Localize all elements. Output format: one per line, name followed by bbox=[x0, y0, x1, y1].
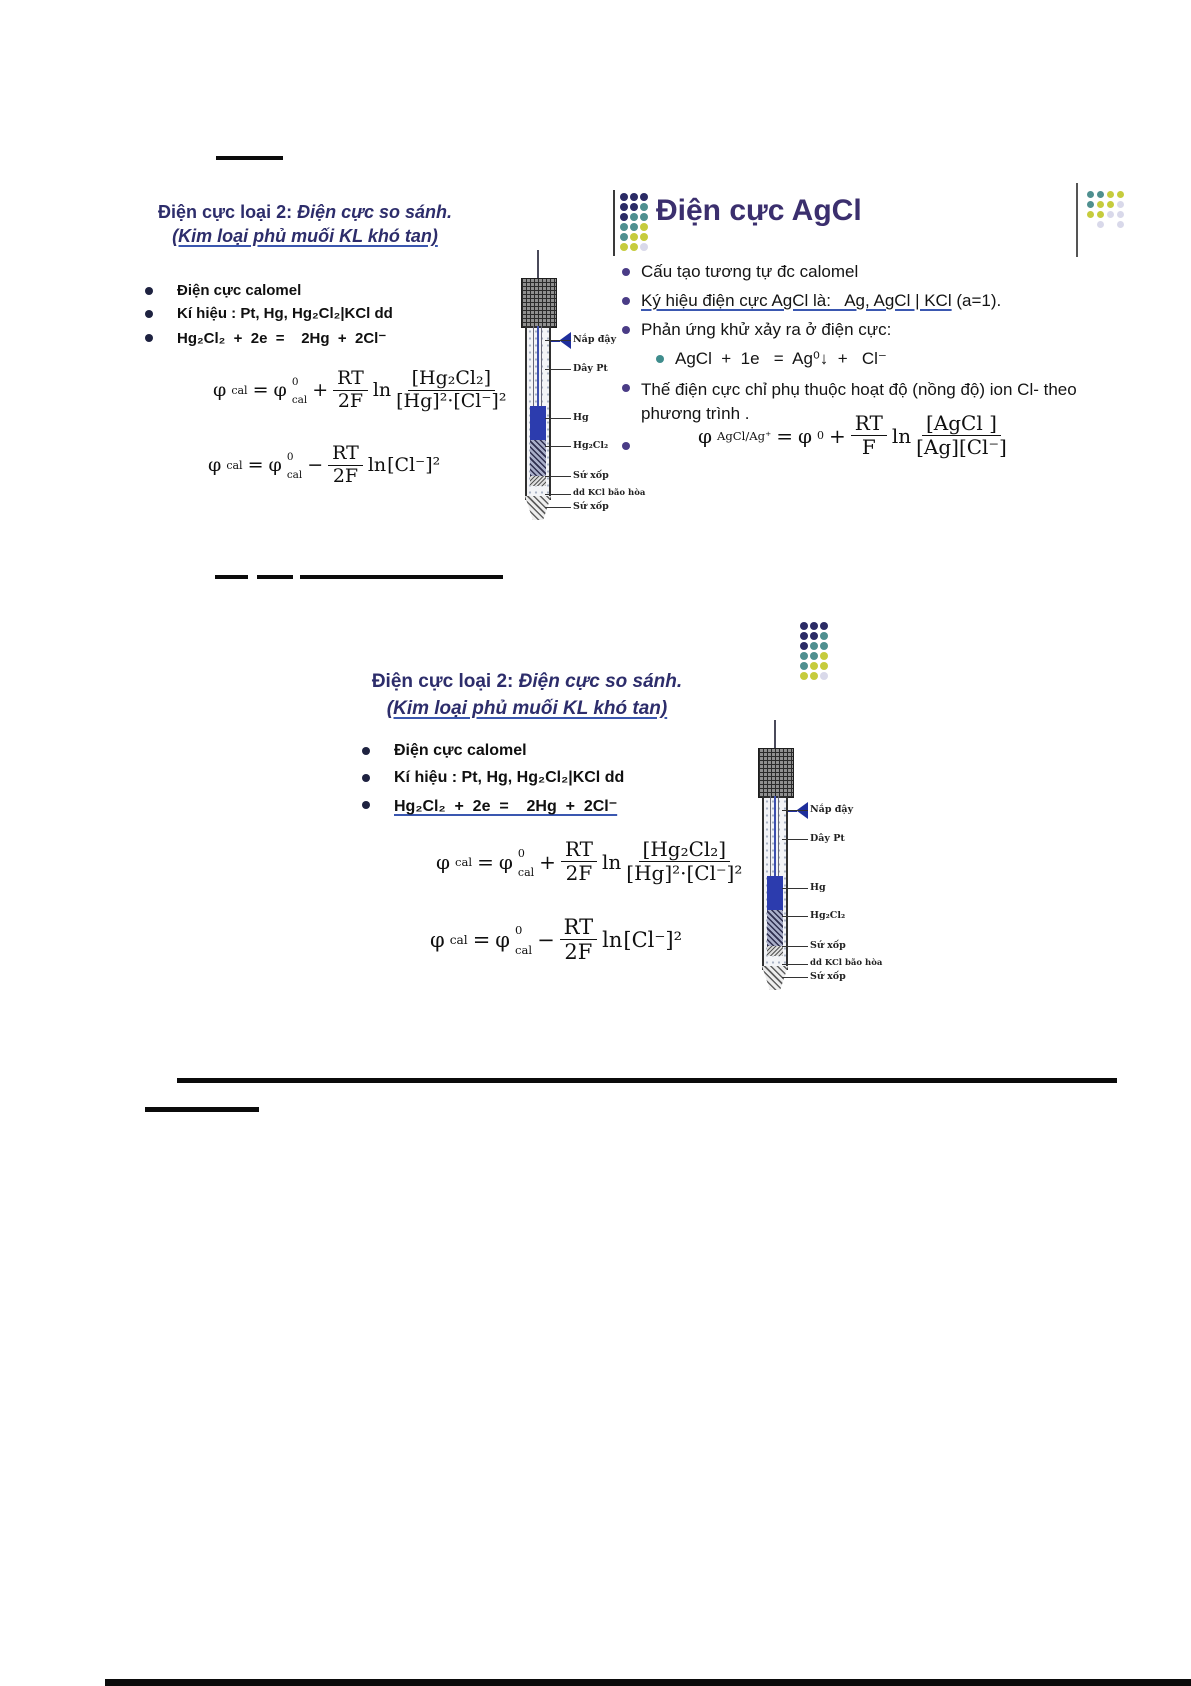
slide3-bullet1-text: Điện cực calomel bbox=[394, 742, 527, 759]
eq-denominator: 2F bbox=[565, 861, 593, 885]
inner-tube-wall bbox=[533, 326, 534, 408]
eq-phi0-sub: cal bbox=[291, 394, 308, 407]
slide3-equation-nernst bbox=[436, 838, 742, 885]
eq-numerator: RT bbox=[561, 838, 597, 862]
slide2-bullet3-text: Phản ứng khử xảy ra ở điện cực: bbox=[641, 320, 892, 339]
slide2-bullet5-dot bbox=[622, 442, 630, 450]
slide1-subtitle: (Kim loại phủ muối KL khó tan) bbox=[172, 226, 438, 246]
electrode-cap bbox=[758, 748, 794, 798]
slide3-bullet-2 bbox=[362, 769, 624, 787]
eq-ln: ln bbox=[602, 927, 623, 952]
eq-denominator: 2F bbox=[564, 940, 593, 965]
slide1-bullet1-text: Điện cực calomel bbox=[177, 282, 302, 299]
slide2-title: Điện cực AgCl bbox=[656, 194, 862, 227]
eq-rt2f-fraction bbox=[333, 368, 368, 413]
diagram-label-porous: Sứ xốp bbox=[573, 470, 609, 481]
slide2-sub-bullet bbox=[656, 349, 887, 369]
calomel-electrode-diagram bbox=[485, 250, 645, 522]
eq-phi0: φ bbox=[498, 849, 513, 874]
bullet-dot bbox=[622, 384, 630, 392]
diagram-label-porous2: Sứ xốp bbox=[810, 971, 846, 982]
eq-rtf-fraction bbox=[851, 412, 887, 459]
slide2-bullet2-underlined: Ký hiệu điện cực AgCl là: Ag, AgCl | KCl bbox=[641, 291, 952, 310]
slide2-right-dot-decoration bbox=[1087, 191, 1124, 231]
slide2-bullet4-text: Thế điện cực chỉ phụ thuộc hoạt độ (nồng độ) ion Cl- theo phương trình . bbox=[641, 380, 1077, 423]
eq-phi0-sup: 0 bbox=[286, 450, 294, 463]
eq-operator: − bbox=[307, 454, 324, 477]
platinum-wire bbox=[537, 326, 539, 408]
mercury-region bbox=[767, 876, 783, 910]
diagram-label-hg2cl2: Hg₂Cl₂ bbox=[810, 910, 846, 921]
slide3-title-line1 bbox=[352, 668, 702, 695]
inner-tube-wall bbox=[541, 326, 542, 408]
inner-tube-wall bbox=[770, 796, 771, 878]
diagram-label-kcl: dd KCl bão hòa bbox=[810, 958, 883, 968]
eq-phi0-sup: 0 bbox=[291, 375, 299, 388]
slide1-title-part1: Điện cực loại 2: bbox=[158, 202, 298, 222]
eq-arg-denominator: [Hg]²·[Cl⁻]² bbox=[626, 861, 743, 885]
eq-argument: [Cl⁻]² bbox=[623, 927, 683, 952]
slide3-subtitle: (Kim loại phủ muối KL khó tan) bbox=[386, 698, 668, 719]
diagram-label-porous: Sứ xốp bbox=[810, 940, 846, 951]
eq-phi0-sup: 0 bbox=[515, 923, 523, 938]
eq-rt2f-fraction bbox=[561, 838, 597, 885]
mercury-region bbox=[530, 406, 546, 440]
eq-phi-sub: AgCl/Ag⁺ bbox=[717, 428, 772, 443]
bullet-dot bbox=[362, 747, 370, 755]
eq-phi0: φ bbox=[273, 379, 287, 402]
eq-equals: = bbox=[252, 379, 269, 402]
eq-phi0-sub: cal bbox=[286, 469, 303, 482]
eq-phi0-sub: cal bbox=[515, 942, 533, 957]
sub-bullet-dot bbox=[656, 355, 664, 363]
eq-phi-sub: cal bbox=[455, 854, 473, 869]
diagram-label-hg: Hg bbox=[573, 412, 589, 423]
mid-divider-segment bbox=[300, 575, 503, 579]
mid-divider-segment bbox=[215, 575, 248, 579]
eq-phi-sub: cal bbox=[226, 458, 243, 472]
eq-numerator: RT bbox=[333, 368, 368, 391]
eq-phi-sub: cal bbox=[449, 932, 468, 947]
label-line bbox=[545, 340, 571, 341]
slide2-bullet2-tail: (a=1). bbox=[951, 291, 1002, 310]
mid-divider-segment bbox=[257, 575, 293, 579]
label-line bbox=[545, 418, 571, 419]
eq-arg-numerator: [Hg₂Cl₂] bbox=[639, 838, 731, 862]
eq-phi: φ bbox=[213, 379, 227, 402]
eq-phi0-sup: 0 bbox=[517, 846, 525, 860]
label-line bbox=[545, 369, 571, 370]
diagram-label-hg2cl2: Hg₂Cl₂ bbox=[573, 440, 609, 451]
slide1-bullet-2 bbox=[145, 305, 393, 322]
slide2-decor-vline bbox=[613, 190, 615, 256]
eq-denominator: 2F bbox=[337, 389, 364, 412]
eq-denominator: F bbox=[861, 435, 876, 459]
slide2-bullet2-text bbox=[641, 291, 1001, 311]
eq-ln: ln bbox=[372, 379, 392, 402]
slide2-sub-bullet-text: AgCl + 1e = Ag⁰↓ + Cl⁻ bbox=[675, 349, 887, 368]
eq-phi0: φ bbox=[268, 454, 282, 477]
electrode-lead-wire bbox=[774, 720, 776, 750]
label-line bbox=[782, 946, 808, 947]
bullet-dot bbox=[622, 268, 630, 276]
eq-phi0: φ bbox=[797, 423, 812, 448]
eq-phi: φ bbox=[430, 927, 445, 952]
eq-arg-denominator: [Ag][Cl⁻] bbox=[916, 435, 1007, 459]
label-line bbox=[545, 494, 571, 495]
bottom-long-divider bbox=[177, 1078, 1117, 1083]
eq-operator: − bbox=[537, 927, 555, 952]
slide3-dot-decoration bbox=[800, 622, 828, 682]
eq-rt2f-fraction bbox=[328, 443, 363, 488]
label-line bbox=[782, 977, 808, 978]
diagram-label-porous2: Sứ xốp bbox=[573, 501, 609, 512]
slide1-title bbox=[135, 200, 475, 248]
eq-equals: = bbox=[477, 849, 494, 874]
eq-operator: + bbox=[312, 379, 329, 402]
eq-activity-fraction bbox=[916, 412, 1007, 459]
slide3-bullet-3 bbox=[362, 796, 617, 816]
eq-ln: ln bbox=[601, 849, 622, 874]
diagram-label-pt-wire: Dây Pt bbox=[810, 833, 845, 844]
bullet-dot bbox=[145, 310, 153, 318]
eq-rt2f-fraction bbox=[560, 915, 597, 964]
porous-plug bbox=[530, 476, 546, 486]
eq-equals: = bbox=[472, 927, 491, 952]
eq-operator: + bbox=[539, 849, 556, 874]
label-line bbox=[545, 446, 571, 447]
eq-equals: = bbox=[776, 423, 793, 448]
diagram-label-cap: Nắp đậy bbox=[573, 334, 617, 345]
eq-phi: φ bbox=[208, 454, 222, 477]
slide2-bullet-2 bbox=[622, 291, 1001, 311]
diagram-label-pt-wire: Dây Pt bbox=[573, 363, 608, 374]
label-line bbox=[782, 810, 808, 811]
eq-equals: = bbox=[247, 454, 264, 477]
slide3-bullet2-text: Kí hiệu : Pt, Hg, Hg₂Cl₂|KCl dd bbox=[394, 769, 625, 786]
slide3-bullet-1 bbox=[362, 742, 527, 760]
slide1-bullet3-text: Hg₂Cl₂ + 2e = 2Hg + 2Cl⁻ bbox=[177, 330, 387, 347]
eq-operator: + bbox=[829, 423, 846, 448]
eq-arg-numerator: [AgCl ] bbox=[922, 412, 1001, 436]
bullet-dot bbox=[362, 801, 370, 809]
diagram-label-cap: Nắp đậy bbox=[810, 804, 854, 815]
slide2-dot-decoration bbox=[620, 193, 648, 253]
slide3-equation-simplified bbox=[430, 915, 682, 964]
slide2-bullet-3 bbox=[622, 320, 891, 340]
slide1-title-part2: Điện cực so sánh. bbox=[297, 202, 452, 222]
eq-arg-numerator: [Hg₂Cl₂] bbox=[408, 368, 495, 391]
top-divider-line bbox=[216, 156, 283, 160]
eq-phi0-sup: 0 bbox=[817, 429, 824, 442]
slide1-equation-simplified bbox=[208, 443, 440, 488]
calomel-paste-region bbox=[767, 910, 783, 946]
inner-tube-wall bbox=[778, 796, 779, 878]
calomel-electrode-diagram-2 bbox=[722, 720, 882, 992]
slide1-equation-nernst bbox=[213, 368, 506, 413]
electrode-porous-tip bbox=[525, 496, 551, 520]
slide1-bullet-3 bbox=[145, 329, 386, 347]
eq-ln: ln bbox=[891, 423, 912, 448]
eq-numerator: RT bbox=[328, 443, 363, 466]
eq-phi0-sub: cal bbox=[517, 865, 535, 879]
slide2-agcl-equation bbox=[698, 412, 1007, 459]
eq-arg-denominator: [Hg]²·[Cl⁻]² bbox=[396, 389, 507, 412]
electrode-lead-wire bbox=[537, 250, 539, 280]
eq-phi: φ bbox=[436, 849, 451, 874]
bullet-dot bbox=[622, 326, 630, 334]
slide2-bullet1-text: Cấu tạo tương tự đc calomel bbox=[641, 262, 859, 281]
slide1-bullet-1 bbox=[145, 282, 301, 299]
eq-phi0-supsub bbox=[287, 452, 302, 481]
eq-argument: [Cl⁻]² bbox=[387, 454, 441, 477]
diagram-label-kcl: dd KCl bão hòa bbox=[573, 488, 646, 498]
slide2-right-vline bbox=[1076, 183, 1078, 257]
electrode-cap bbox=[521, 278, 557, 328]
eq-phi0-supsub bbox=[292, 377, 307, 406]
eq-ln: ln bbox=[367, 454, 387, 477]
label-line bbox=[545, 476, 571, 477]
eq-phi-sub: cal bbox=[231, 383, 248, 397]
eq-numerator: RT bbox=[560, 915, 597, 940]
slide1-bullet2-text: Kí hiệu : Pt, Hg, Hg₂Cl₂|KCl dd bbox=[177, 305, 393, 322]
eq-denominator: 2F bbox=[332, 464, 359, 487]
slide3-title-part1: Điện cực loại 2: bbox=[371, 671, 519, 692]
eq-phi0: φ bbox=[495, 927, 511, 952]
eq-phi: φ bbox=[698, 423, 713, 448]
slide1-title-line1 bbox=[135, 200, 475, 224]
platinum-wire bbox=[774, 796, 776, 878]
diagram-label-hg: Hg bbox=[810, 882, 826, 893]
calomel-paste-region bbox=[530, 440, 546, 476]
bullet-dot bbox=[145, 287, 153, 295]
label-line bbox=[782, 964, 808, 965]
bottom-short-divider bbox=[145, 1107, 259, 1112]
slide3-title bbox=[352, 668, 702, 722]
eq-phi0-supsub bbox=[515, 925, 532, 956]
page-bottom-bar bbox=[105, 1679, 1191, 1686]
slide3-bullet3-text: Hg₂Cl₂ + 2e = 2Hg + 2Cl⁻ bbox=[394, 798, 618, 815]
electrode-porous-tip bbox=[762, 966, 788, 990]
label-line bbox=[545, 507, 571, 508]
eq-numerator: RT bbox=[851, 412, 887, 436]
eq-phi0-supsub bbox=[518, 848, 534, 878]
porous-plug bbox=[767, 946, 783, 956]
bullet-dot bbox=[622, 297, 630, 305]
label-line bbox=[782, 839, 808, 840]
slide2-bullet-1 bbox=[622, 262, 858, 282]
bullet-dot bbox=[362, 774, 370, 782]
label-line bbox=[782, 916, 808, 917]
slide3-title-part2: Điện cực so sánh. bbox=[518, 671, 683, 692]
label-line bbox=[782, 888, 808, 889]
bullet-dot bbox=[145, 334, 153, 342]
